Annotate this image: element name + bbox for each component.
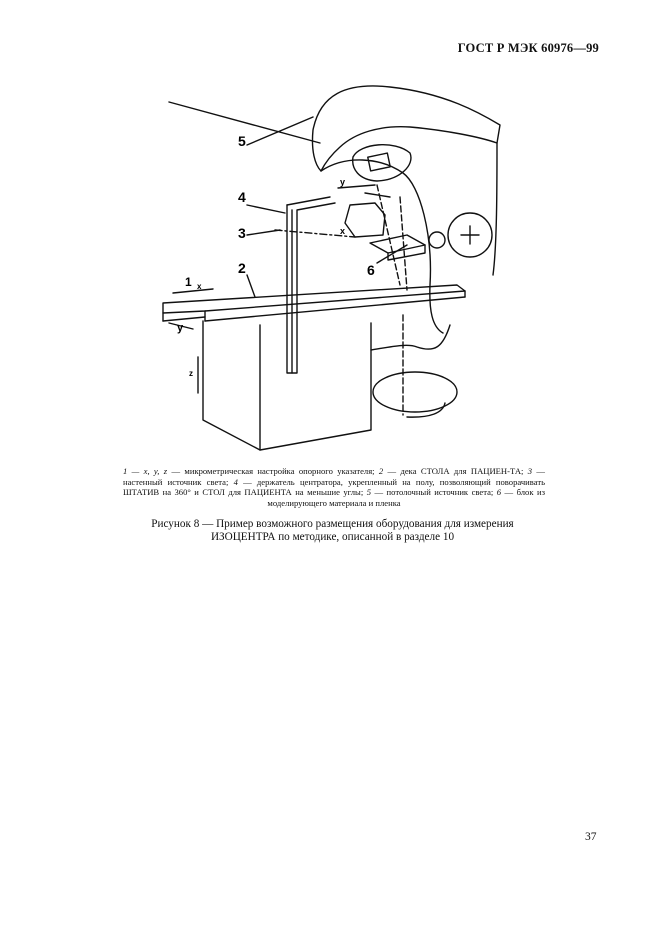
label-6: 6 — [367, 262, 375, 278]
center-holder — [287, 203, 335, 373]
holder-y-label: y — [340, 177, 346, 187]
gantry-back — [493, 143, 497, 275]
figure-legend: 1 — x, y, z — микрометрическая настройка опорного указателя; 2 — дека СТОЛА для ПАЦИЕН-ТА; 3 — настенный источник света; 4 — держатель центратора, укрепленный на полу, позволяющий поворачивать ШТАТИВ на 360° и СТОЛ для ПАЦИЕНТА на меньшие углы; 5 — потолочный источник света; 6 — блок из моделирующего материала и пленка — [123, 466, 546, 508]
label-1: 1 — [185, 275, 192, 289]
caption-line-2: ИЗОЦЕНТРА по методике, описанной в разделе 10 — [210, 531, 455, 543]
caption-line-1: Рисунок 8 — Пример возможного размещения оборудования для измерения — [151, 518, 514, 530]
holder-x-label: x — [340, 226, 346, 236]
page-number: 37 — [585, 831, 597, 843]
equipment-diagram — [145, 85, 517, 455]
gantry-head — [312, 86, 500, 171]
label-5: 5 — [238, 133, 246, 149]
document-header: ГОСТ Р МЭК 60976—99 — [457, 41, 599, 55]
axis-x-label: x — [197, 282, 202, 291]
label-4: 4 — [238, 189, 246, 205]
axis-y-label: y — [177, 322, 184, 334]
label-2: 2 — [238, 260, 246, 276]
figure-caption — [100, 518, 565, 544]
label-3: 3 — [238, 225, 246, 241]
axis-z-label: z — [189, 369, 193, 378]
